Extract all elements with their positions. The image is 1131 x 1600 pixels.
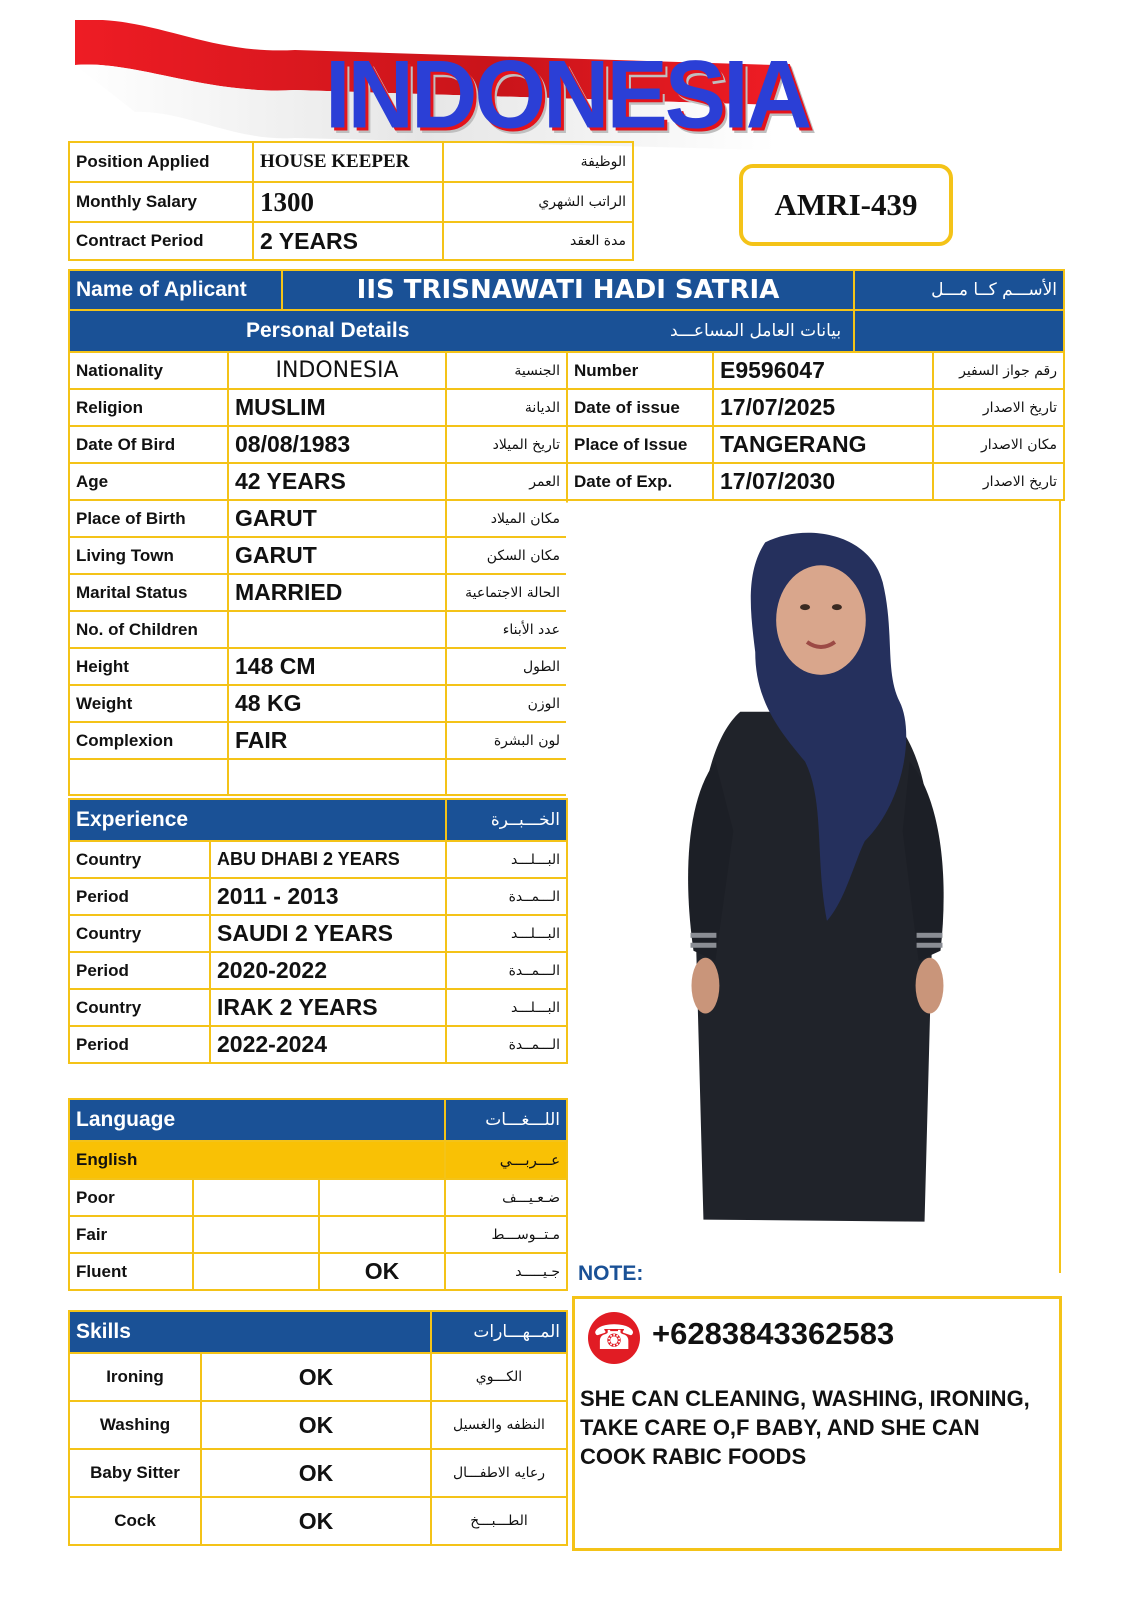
language-level-label: Poor xyxy=(69,1179,193,1216)
personal-label: Date Of Bird xyxy=(69,426,228,463)
language-english-mark xyxy=(193,1216,319,1253)
language-level-label: Fluent xyxy=(69,1253,193,1290)
phone-number: +6283843362583 xyxy=(652,1316,895,1351)
experience-heading: Experience xyxy=(69,799,446,841)
personal-row xyxy=(69,648,567,685)
personal-row xyxy=(69,574,567,611)
passport-row xyxy=(567,389,1064,426)
language-heading: Language xyxy=(69,1099,445,1141)
personal-row xyxy=(69,537,567,574)
job-label-ar: مدة العقد xyxy=(443,222,633,260)
skill-row xyxy=(69,1449,567,1497)
arabic-label: عـــربـــي xyxy=(445,1141,567,1179)
experience-row xyxy=(69,878,567,915)
job-label: Contract Period xyxy=(69,222,253,260)
personal-label-ar: تاريخ الميلاد xyxy=(446,426,567,463)
language-subheader xyxy=(69,1141,567,1179)
note-label: NOTE: xyxy=(578,1262,644,1285)
personal-label: Weight xyxy=(69,685,228,722)
job-label: Position Applied xyxy=(69,142,253,182)
language-header xyxy=(69,1099,567,1141)
personal-row xyxy=(69,389,567,426)
personal-row xyxy=(69,463,567,500)
language-row xyxy=(69,1216,567,1253)
personal-label: Religion xyxy=(69,389,228,426)
job-value: HOUSE KEEPER xyxy=(253,142,443,182)
note-text: SHE CAN CLEANING, WASHING, IRONING, TAKE CARE O,F BABY, AND SHE CAN COOK RABIC FOODS xyxy=(580,1386,1030,1469)
skill-row xyxy=(69,1353,567,1401)
language-level-ar: جـيـــــد xyxy=(445,1253,567,1290)
job-row-salary xyxy=(69,182,633,222)
language-row xyxy=(69,1179,567,1216)
experience-label: Country xyxy=(69,915,210,952)
personal-label: Living Town xyxy=(69,537,228,574)
personal-value: MARRIED xyxy=(228,574,446,611)
passport-value: TANGERANG xyxy=(713,426,933,463)
skills-table xyxy=(68,1310,568,1546)
personal-label-ar: الوزن xyxy=(446,685,567,722)
applicant-name-table xyxy=(68,269,1065,353)
experience-label-ar: الـــمــدة xyxy=(446,1026,567,1063)
personal-label: Complexion xyxy=(69,722,228,759)
personal-label-ar: لون البشرة xyxy=(446,722,567,759)
applicant-photo xyxy=(566,501,1061,1273)
personal-row xyxy=(69,426,567,463)
passport-value: 17/07/2025 xyxy=(713,389,933,426)
experience-label: Period xyxy=(69,952,210,989)
personal-value: INDONESIA xyxy=(228,352,446,389)
skill-label-ar: النظفه والغسيل xyxy=(431,1401,567,1449)
personal-label-ar: الحالة الاجتماعية xyxy=(446,574,567,611)
experience-value: 2022-2024 xyxy=(210,1026,446,1063)
skill-label-ar: الكـــوي xyxy=(431,1353,567,1401)
personal-label-ar: الجنسية xyxy=(446,352,567,389)
job-label: Monthly Salary xyxy=(69,182,253,222)
personal-label-ar: الديانة xyxy=(446,389,567,426)
skill-label: Ironing xyxy=(69,1353,201,1401)
personal-row xyxy=(69,722,567,759)
job-label-ar: الراتب الشهري xyxy=(443,182,633,222)
personal-label: No. of Children xyxy=(69,611,228,648)
personal-row-blank xyxy=(69,759,567,795)
personal-label-ar: الطول xyxy=(446,648,567,685)
skill-value: OK xyxy=(201,1401,431,1449)
skill-label-ar: رعايه الاطفـــال xyxy=(431,1449,567,1497)
personal-label-ar: عدد الأبناء xyxy=(446,611,567,648)
country-title: INDONESIA xyxy=(325,41,810,149)
experience-row xyxy=(69,989,567,1026)
personal-row xyxy=(69,500,567,537)
experience-row xyxy=(69,952,567,989)
skill-value: OK xyxy=(201,1449,431,1497)
english-label: English xyxy=(69,1141,445,1179)
passport-label-ar: مكان الاصدار xyxy=(933,426,1064,463)
experience-label: Country xyxy=(69,841,210,878)
applicant-name: IIS TRISNAWATI HADI SATRIA xyxy=(282,270,854,310)
language-arabic-mark xyxy=(319,1216,445,1253)
language-level-ar: ضـعـيـــف xyxy=(445,1179,567,1216)
personal-label: Marital Status xyxy=(69,574,228,611)
personal-row xyxy=(69,352,567,389)
personal-label-ar: العمر xyxy=(446,463,567,500)
personal-value: 42 YEARS xyxy=(228,463,446,500)
personal-value: 48 KG xyxy=(228,685,446,722)
empty-cell xyxy=(228,759,446,795)
passport-label: Date of Exp. xyxy=(567,463,713,500)
personal-label-ar: مكان الميلاد xyxy=(446,500,567,537)
passport-label: Date of issue xyxy=(567,389,713,426)
personal-value: MUSLIM xyxy=(228,389,446,426)
experience-label: Period xyxy=(69,1026,210,1063)
passport-label: Place of Issue xyxy=(567,426,713,463)
experience-label: Country xyxy=(69,989,210,1026)
job-value: 2 YEARS xyxy=(253,222,443,260)
passport-row xyxy=(567,426,1064,463)
experience-value: SAUDI 2 YEARS xyxy=(210,915,446,952)
passport-label-ar: تاريخ الاصدار xyxy=(933,389,1064,426)
language-row xyxy=(69,1253,567,1290)
language-level-label: Fair xyxy=(69,1216,193,1253)
personal-value: GARUT xyxy=(228,537,446,574)
language-level-ar: مـتــوســـط xyxy=(445,1216,567,1253)
passport-row xyxy=(567,463,1064,500)
language-arabic-mark: OK xyxy=(319,1253,445,1290)
personal-row xyxy=(69,611,567,648)
passport-label-ar: تاريخ الاصدار xyxy=(933,463,1064,500)
phone-icon: ☎ xyxy=(588,1312,640,1364)
job-row-position xyxy=(69,142,633,182)
job-info-table xyxy=(68,141,634,261)
experience-label: Period xyxy=(69,878,210,915)
job-value: 1300 xyxy=(253,182,443,222)
experience-heading-ar: الخـــبــرة xyxy=(446,799,567,841)
experience-table xyxy=(68,798,568,1064)
skills-heading: Skills xyxy=(69,1311,431,1353)
job-row-contract xyxy=(69,222,633,260)
experience-row xyxy=(69,915,567,952)
skill-label: Washing xyxy=(69,1401,201,1449)
personal-label: Age xyxy=(69,463,228,500)
skill-row xyxy=(69,1401,567,1449)
personal-label-ar: مكان السكن xyxy=(446,537,567,574)
passport-table xyxy=(566,351,1065,501)
skill-label-ar: الطـــبـــخ xyxy=(431,1497,567,1545)
passport-value: E9596047 xyxy=(713,352,933,389)
language-english-mark xyxy=(193,1253,319,1290)
language-heading-ar: اللـــغـــات xyxy=(445,1099,567,1141)
job-label-ar: الوظيفة xyxy=(443,142,633,182)
passport-label: Number xyxy=(567,352,713,389)
skill-value: OK xyxy=(201,1353,431,1401)
experience-header xyxy=(69,799,567,841)
experience-label-ar: البـــلـــد xyxy=(446,915,567,952)
passport-row xyxy=(567,352,1064,389)
experience-value: IRAK 2 YEARS xyxy=(210,989,446,1026)
skills-heading-ar: المــهـــارات xyxy=(431,1311,567,1353)
language-arabic-mark xyxy=(319,1179,445,1216)
skill-value: OK xyxy=(201,1497,431,1545)
language-table xyxy=(68,1098,568,1291)
experience-value: ABU DHABI 2 YEARS xyxy=(210,841,446,878)
skill-label: Cock xyxy=(69,1497,201,1545)
applicant-label: Name of Aplicant xyxy=(69,270,282,310)
passport-label-ar: رقم جواز السفير xyxy=(933,352,1064,389)
experience-value: 2020-2022 xyxy=(210,952,446,989)
applicant-label-ar: الأســـم كــا مـــل xyxy=(854,270,1064,310)
personal-details-table xyxy=(68,351,568,796)
personal-label: Height xyxy=(69,648,228,685)
personal-value: 148 CM xyxy=(228,648,446,685)
personal-value xyxy=(228,611,446,648)
personal-details-label-ar: بيانات العامل المساعـــد xyxy=(670,321,842,341)
personal-details-heading-ar-cell xyxy=(670,310,1064,352)
personal-value: 08/08/1983 xyxy=(228,426,446,463)
empty-cell xyxy=(69,759,228,795)
skill-row xyxy=(69,1497,567,1545)
experience-label-ar: الـــمــدة xyxy=(446,952,567,989)
experience-row xyxy=(69,841,567,878)
experience-value: 2011 - 2013 xyxy=(210,878,446,915)
skills-header xyxy=(69,1311,567,1353)
personal-details-label: Personal Details xyxy=(246,319,410,342)
personal-row xyxy=(69,685,567,722)
experience-label-ar: البـــلـــد xyxy=(446,989,567,1026)
personal-value: FAIR xyxy=(228,722,446,759)
language-english-mark xyxy=(193,1179,319,1216)
experience-label-ar: الـــمــدة xyxy=(446,878,567,915)
skill-label: Baby Sitter xyxy=(69,1449,201,1497)
passport-value: 17/07/2030 xyxy=(713,463,933,500)
personal-label: Nationality xyxy=(69,352,228,389)
personal-value: GARUT xyxy=(228,500,446,537)
empty-cell xyxy=(446,759,567,795)
experience-label-ar: البـــلـــد xyxy=(446,841,567,878)
experience-row xyxy=(69,1026,567,1063)
reference-code: AMRI-439 xyxy=(739,164,953,246)
personal-label: Place of Birth xyxy=(69,500,228,537)
